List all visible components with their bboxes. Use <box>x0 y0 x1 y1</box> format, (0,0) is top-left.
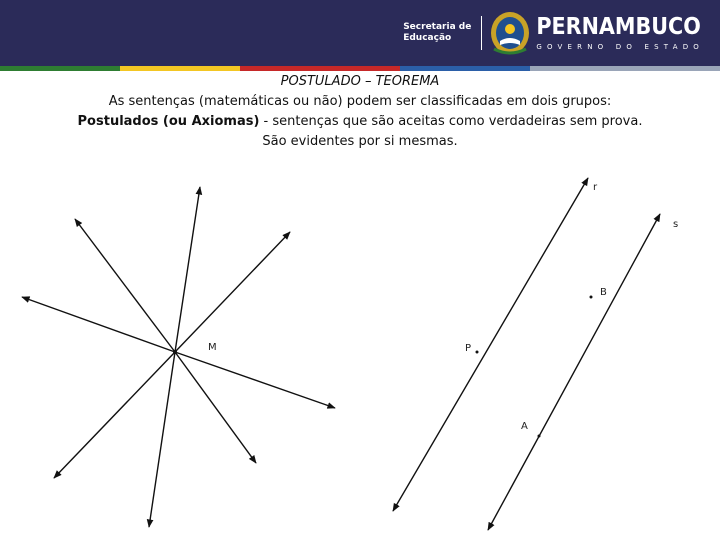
label-b: B <box>600 287 607 298</box>
text-line-1: As sentenças (matemáticas ou não) podem ser classificadas em dois grupos: <box>108 94 612 109</box>
label-m: M <box>208 342 217 353</box>
point-p <box>476 351 479 354</box>
line-m-4a <box>22 297 175 352</box>
line-m-2b <box>149 352 175 527</box>
brand-name: PERNAMBUCO <box>536 14 701 40</box>
postulados-definition: - sentenças que são aceitas como verdadeiras sem prova. <box>259 114 643 129</box>
point-a <box>538 435 541 438</box>
label-s: s <box>673 219 679 230</box>
point-b <box>590 296 593 299</box>
line-m-1b <box>175 352 256 463</box>
line-m-2a <box>175 187 200 352</box>
label-a: A <box>521 421 528 432</box>
line-m-4b <box>175 352 335 408</box>
line-m-3b <box>54 352 175 478</box>
label-r: r <box>593 182 598 193</box>
point-m <box>173 350 177 354</box>
line-r <box>393 178 588 511</box>
secretaria-line-2: Educação <box>403 33 452 43</box>
brand-subtitle: GOVERNO DO ESTADO <box>536 43 704 51</box>
line-m-3a <box>175 232 290 352</box>
text-line-3: São evidentes por si mesmas. <box>262 134 458 149</box>
line-m-1a <box>75 219 175 352</box>
secretaria-line-1: Secretaria de <box>403 22 472 32</box>
label-p: P <box>465 343 472 354</box>
postulados-term: Postulados (ou Axiomas) <box>77 114 260 129</box>
slide-title: POSTULADO – TEOREMA <box>280 74 440 89</box>
line-s <box>488 214 660 530</box>
